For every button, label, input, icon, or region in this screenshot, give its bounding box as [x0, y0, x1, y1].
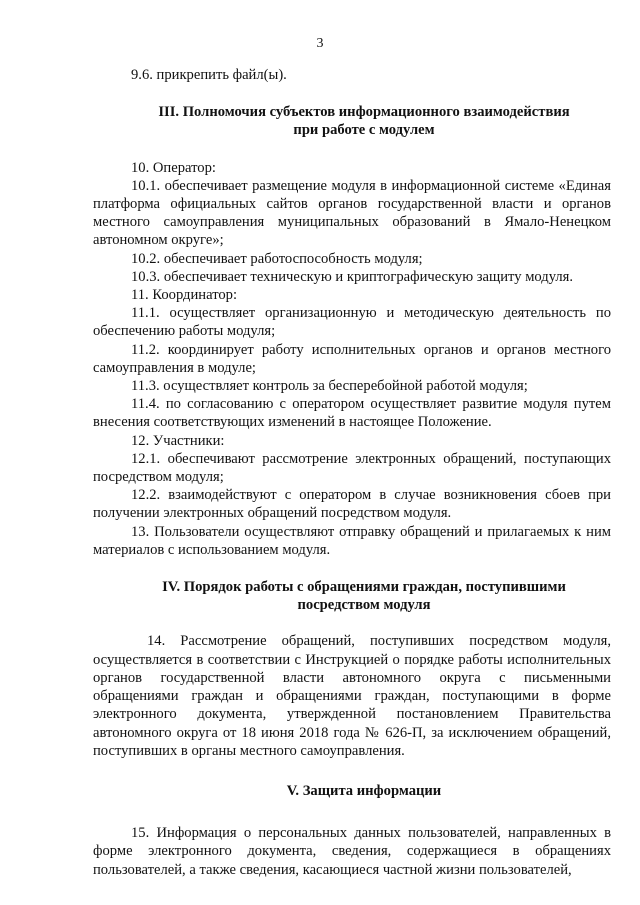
section-3-heading-line2: при работе с модулем	[293, 122, 435, 139]
paragraph-13: 13. Пользователи осуществляют отправку обращений и прилагаемых к ним материалов с использованием модуля.	[93, 523, 611, 558]
paragraph-11: 11. Координатор:	[131, 287, 238, 304]
paragraph-12: 12. Участники:	[131, 432, 225, 449]
paragraph-11-2: 11.2. координирует работу исполнительных органов и органов местного самоуправления в модуле;	[93, 341, 611, 376]
paragraph-11-3: 11.3. осуществляет контроль за бесперебойной работой модуля;	[131, 378, 528, 395]
paragraph-11-1: 11.1. осуществляет организационную и методическую деятельность по обеспечению работы модуля;	[93, 305, 611, 340]
page-number: 3	[316, 36, 324, 51]
paragraph-12-2: 12.2. взаимодействуют с оператором в случае возникновения сбоев при получении электронных обращений посредством модуля.	[93, 487, 611, 522]
section-3-heading-line1: III. Полномочия субъектов информационного взаимодействия	[158, 104, 570, 121]
paragraph-10: 10. Оператор:	[131, 159, 216, 176]
paragraph-10-1: 10.1. обеспечивает размещение модуля в информационной системе «Единая платформа официальных сайтов органов государственной власти и органов местного самоуправления муниципальных образований в Ямало-Ненецком автономном округе»;	[93, 177, 611, 249]
paragraph-9-6: 9.6. прикрепить файл(ы).	[131, 67, 287, 83]
paragraph-12-1: 12.1. обеспечивают рассмотрение электронных обращений, поступающих посредством модуля;	[93, 450, 611, 486]
paragraph-11-4: 11.4. по согласованию с оператором осуществляет развитие модуля путем внесения соответствующих изменений в настоящее Положение.	[93, 396, 611, 431]
paragraph-10-2: 10.2. обеспечивает работоспособность модуля;	[131, 250, 423, 267]
paragraph-14: 14. Рассмотрение обращений, поступивших посредством модуля, осуществляется в соответствии с Инструкцией о порядке работы исполнительных органов государственной власти автономного округа с письменными обращениями граждан и обращениями граждан, поступающими в форме электронного документа, утвержденной постановлением Правительства автономного округа от 18 июня 2018 года № 626-П, за исключением обращений, поступивших в органы местного самоуправления.	[93, 633, 611, 759]
paragraph-15: 15. Информация о персональных данных пользователей, направленных в форме электронного документа, сведения, содержащиеся в обращениях пользователей, а также сведения, касающиеся частной жизни пользователей,	[93, 825, 611, 878]
section-3-heading	[93, 103, 611, 139]
paragraph-10-3: 10.3. обеспечивает техническую и криптографическую защиту модуля.	[131, 268, 574, 285]
section-5-heading: V. Защита информации	[286, 782, 442, 799]
section-4-heading	[93, 578, 611, 614]
section-4-heading-line2: посредством модуля	[297, 597, 431, 614]
section-4-heading-line1: IV. Порядок работы с обращениями граждан, поступившими	[162, 579, 566, 596]
document-body	[93, 66, 611, 879]
